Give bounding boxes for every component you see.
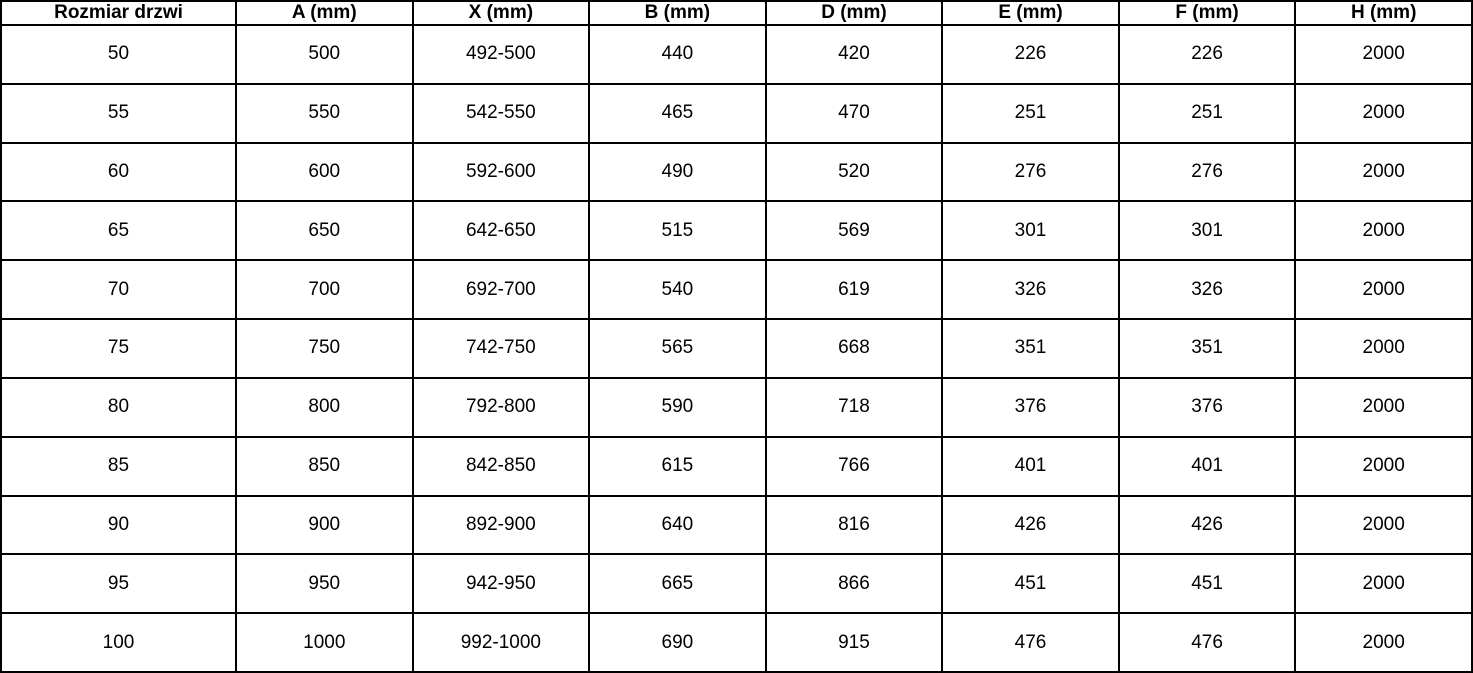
table-row <box>1 201 1472 260</box>
cell-d: 470 <box>766 84 943 143</box>
cell-b: 640 <box>589 496 766 555</box>
column-header-rozmiar-drzwi: Rozmiar drzwi <box>1 1 236 25</box>
cell-h: 2000 <box>1295 260 1472 319</box>
cell-x: 792-800 <box>413 378 590 437</box>
cell-h: 2000 <box>1295 143 1472 202</box>
cell-d: 915 <box>766 613 943 672</box>
cell-x: 742-750 <box>413 319 590 378</box>
cell-d: 766 <box>766 437 943 496</box>
cell-x: 592-600 <box>413 143 590 202</box>
cell-e: 426 <box>942 496 1119 555</box>
cell-size: 80 <box>1 378 236 437</box>
cell-d: 866 <box>766 554 943 613</box>
cell-b: 665 <box>589 554 766 613</box>
cell-e: 376 <box>942 378 1119 437</box>
cell-d: 718 <box>766 378 943 437</box>
cell-x: 992-1000 <box>413 613 590 672</box>
cell-size: 95 <box>1 554 236 613</box>
cell-e: 251 <box>942 84 1119 143</box>
table-row <box>1 378 1472 437</box>
cell-x: 942-950 <box>413 554 590 613</box>
cell-e: 301 <box>942 201 1119 260</box>
cell-f: 326 <box>1119 260 1296 319</box>
cell-x: 892-900 <box>413 496 590 555</box>
cell-size: 55 <box>1 84 236 143</box>
cell-d: 420 <box>766 25 943 84</box>
cell-f: 301 <box>1119 201 1296 260</box>
table-row <box>1 554 1472 613</box>
cell-a: 750 <box>236 319 413 378</box>
column-header-d-mm: D (mm) <box>766 1 943 25</box>
cell-a: 950 <box>236 554 413 613</box>
cell-d: 816 <box>766 496 943 555</box>
cell-f: 476 <box>1119 613 1296 672</box>
table-row <box>1 319 1472 378</box>
cell-x: 542-550 <box>413 84 590 143</box>
cell-size: 60 <box>1 143 236 202</box>
cell-h: 2000 <box>1295 613 1472 672</box>
cell-b: 615 <box>589 437 766 496</box>
cell-e: 326 <box>942 260 1119 319</box>
cell-size: 75 <box>1 319 236 378</box>
cell-e: 451 <box>942 554 1119 613</box>
table-header-row <box>1 1 1472 25</box>
cell-size: 85 <box>1 437 236 496</box>
cell-f: 226 <box>1119 25 1296 84</box>
cell-b: 490 <box>589 143 766 202</box>
cell-a: 1000 <box>236 613 413 672</box>
cell-b: 690 <box>589 613 766 672</box>
cell-h: 2000 <box>1295 554 1472 613</box>
cell-f: 426 <box>1119 496 1296 555</box>
cell-d: 668 <box>766 319 943 378</box>
cell-size: 65 <box>1 201 236 260</box>
cell-a: 650 <box>236 201 413 260</box>
cell-d: 520 <box>766 143 943 202</box>
cell-b: 465 <box>589 84 766 143</box>
column-header-h-mm: H (mm) <box>1295 1 1472 25</box>
cell-h: 2000 <box>1295 378 1472 437</box>
cell-b: 540 <box>589 260 766 319</box>
table-row <box>1 437 1472 496</box>
column-header-a-mm: A (mm) <box>236 1 413 25</box>
cell-h: 2000 <box>1295 437 1472 496</box>
cell-h: 2000 <box>1295 201 1472 260</box>
cell-d: 569 <box>766 201 943 260</box>
cell-f: 376 <box>1119 378 1296 437</box>
cell-a: 500 <box>236 25 413 84</box>
cell-e: 351 <box>942 319 1119 378</box>
column-header-f-mm: F (mm) <box>1119 1 1296 25</box>
cell-f: 276 <box>1119 143 1296 202</box>
cell-x: 842-850 <box>413 437 590 496</box>
cell-a: 600 <box>236 143 413 202</box>
cell-f: 251 <box>1119 84 1296 143</box>
cell-x: 492-500 <box>413 25 590 84</box>
cell-h: 2000 <box>1295 319 1472 378</box>
column-header-e-mm: E (mm) <box>942 1 1119 25</box>
cell-a: 800 <box>236 378 413 437</box>
cell-x: 642-650 <box>413 201 590 260</box>
cell-e: 476 <box>942 613 1119 672</box>
column-header-b-mm: B (mm) <box>589 1 766 25</box>
cell-a: 850 <box>236 437 413 496</box>
cell-b: 515 <box>589 201 766 260</box>
column-header-x-mm: X (mm) <box>413 1 590 25</box>
cell-h: 2000 <box>1295 25 1472 84</box>
cell-x: 692-700 <box>413 260 590 319</box>
cell-e: 401 <box>942 437 1119 496</box>
cell-b: 440 <box>589 25 766 84</box>
table-row <box>1 143 1472 202</box>
cell-b: 565 <box>589 319 766 378</box>
cell-e: 276 <box>942 143 1119 202</box>
cell-size: 50 <box>1 25 236 84</box>
table-row <box>1 84 1472 143</box>
cell-size: 100 <box>1 613 236 672</box>
cell-h: 2000 <box>1295 496 1472 555</box>
table-row <box>1 260 1472 319</box>
table-row <box>1 496 1472 555</box>
cell-b: 590 <box>589 378 766 437</box>
cell-size: 70 <box>1 260 236 319</box>
cell-f: 451 <box>1119 554 1296 613</box>
cell-a: 550 <box>236 84 413 143</box>
cell-d: 619 <box>766 260 943 319</box>
table-row <box>1 613 1472 672</box>
table-row <box>1 25 1472 84</box>
cell-a: 900 <box>236 496 413 555</box>
cell-a: 700 <box>236 260 413 319</box>
cell-f: 401 <box>1119 437 1296 496</box>
cell-e: 226 <box>942 25 1119 84</box>
cell-f: 351 <box>1119 319 1296 378</box>
cell-size: 90 <box>1 496 236 555</box>
cell-h: 2000 <box>1295 84 1472 143</box>
